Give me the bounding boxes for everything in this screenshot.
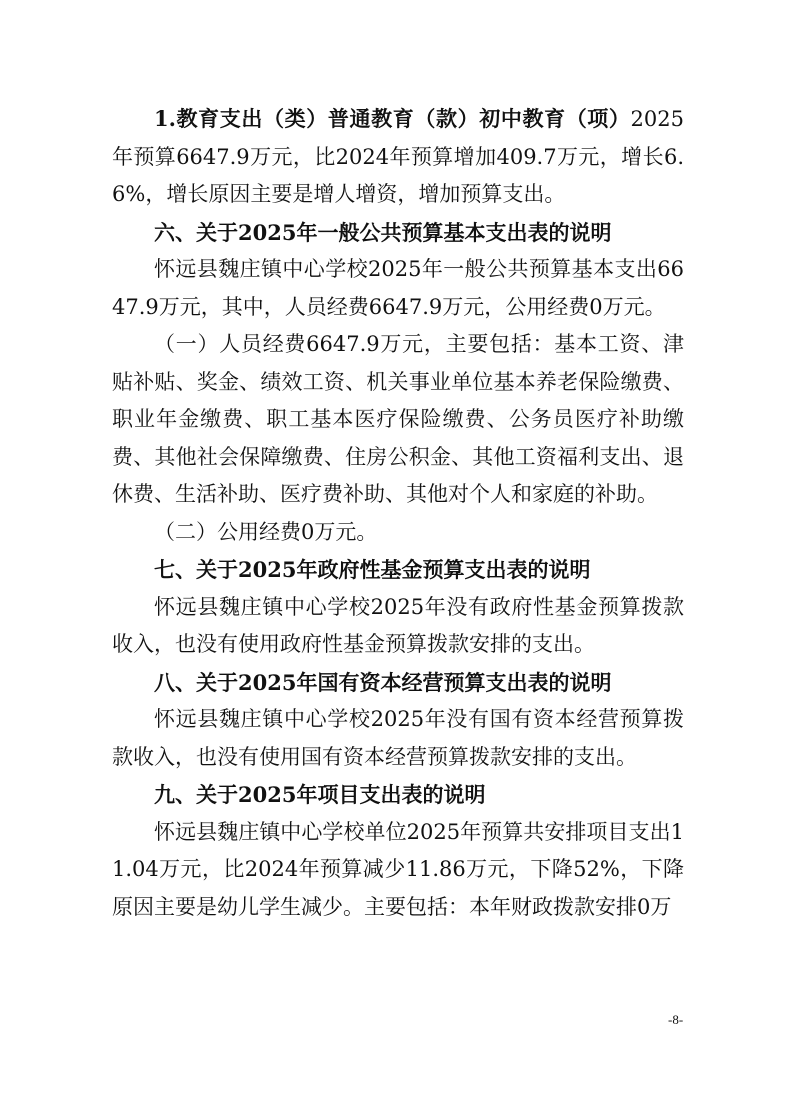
paragraph-education-expenditure	[112, 100, 684, 214]
paragraph-personnel-expenses: （一）人员经费6647.9万元，主要包括：基本工资、津贴补贴、奖金、绩效工资、机关事业单位基本养老保险缴费、职业年金缴费、职工基本医疗保险缴费、公务员医疗补助缴费、其他社会保障缴费、住房公积金、其他工资福利支出、退休费、生活补助、医疗费补助、其他对个人和家庭的补助。	[112, 332, 684, 506]
section-heading-7: 七、关于2025年政府性基金预算支出表的说明	[154, 557, 591, 582]
page-number: -8-	[668, 1012, 684, 1027]
paragraph-public-expenses: （二）公用经费0万元。	[154, 519, 378, 544]
paragraph-project-expenditure: 怀远县魏庄镇中心学校单位2025年预算共安排项目支出11.04万元，比2024年预算减少11.86万元，下降52%，下降原因主要是幼儿学生减少。主要包括：本年财政拨款安排0万	[112, 819, 684, 919]
section-heading-9: 九、关于2025年项目支出表的说明	[154, 782, 486, 807]
paragraph-government-fund: 怀远县魏庄镇中心学校2025年没有政府性基金预算拨款收入，也没有使用政府性基金预算拨款安排的支出。	[112, 594, 684, 656]
education-item-heading: 1.教育支出（类）普通教育（款）初中教育（项）	[154, 106, 631, 131]
education-item-text: 2025年预算6647.9万元，比2024年预算增加409.7万元，增长6.6%，增长原因主要是增人增资，增加预算支出。	[112, 107, 684, 206]
document-body	[112, 100, 684, 926]
section-heading-6: 六、关于2025年一般公共预算基本支出表的说明	[154, 219, 612, 245]
section-heading-8: 八、关于2025年国有资本经营预算支出表的说明	[154, 669, 612, 695]
paragraph-state-capital: 怀远县魏庄镇中心学校2025年没有国有资本经营预算拨款收入，也没有使用国有资本经营预算拨款安排的支出。	[112, 707, 684, 769]
paragraph-basic-expenditure: 怀远县魏庄镇中心学校2025年一般公共预算基本支出6647.9万元，其中，人员经费6647.9万元，公用经费0万元。	[112, 257, 684, 319]
